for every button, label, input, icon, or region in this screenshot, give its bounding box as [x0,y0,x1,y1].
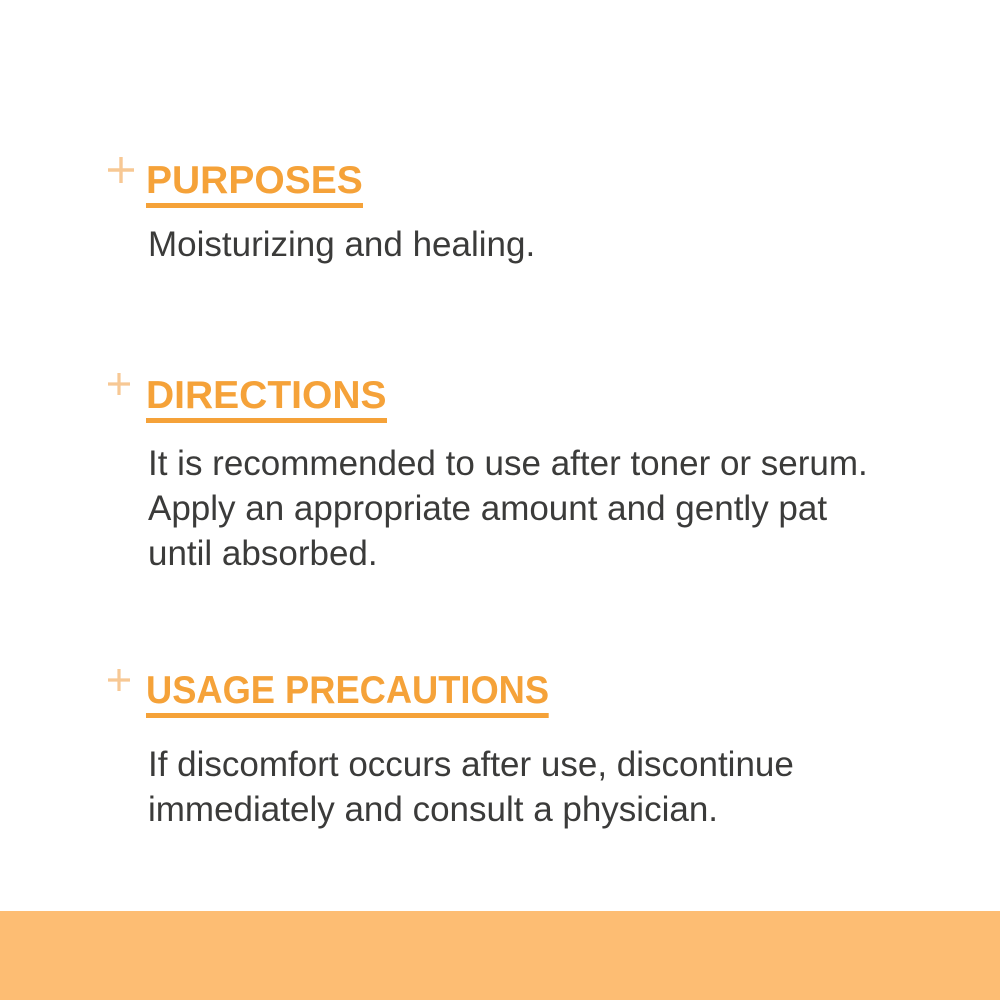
section-heading-usage-precautions: USAGE PRECAUTIONS [146,671,549,718]
section-heading-purposes: PURPOSES [146,161,363,208]
body-line: It is recommended to use after toner or serum. [148,444,868,483]
section-heading-directions: DIRECTIONS [146,376,387,423]
section-body-purposes [148,222,535,267]
body-line: until absorbed. [148,534,378,573]
bottom-accent-bar [0,911,1000,1000]
plus-icon [106,667,132,693]
body-line: Moisturizing and healing. [148,225,536,264]
body-line: immediately and consult a physician. [148,790,719,829]
body-line: If discomfort occurs after use, discontinue [148,745,794,784]
section-body-directions [148,441,868,576]
section-body-usage-precautions [148,742,794,832]
plus-icon [106,371,132,397]
body-line: Apply an appropriate amount and gently pat [148,489,828,528]
plus-icon [106,155,136,185]
